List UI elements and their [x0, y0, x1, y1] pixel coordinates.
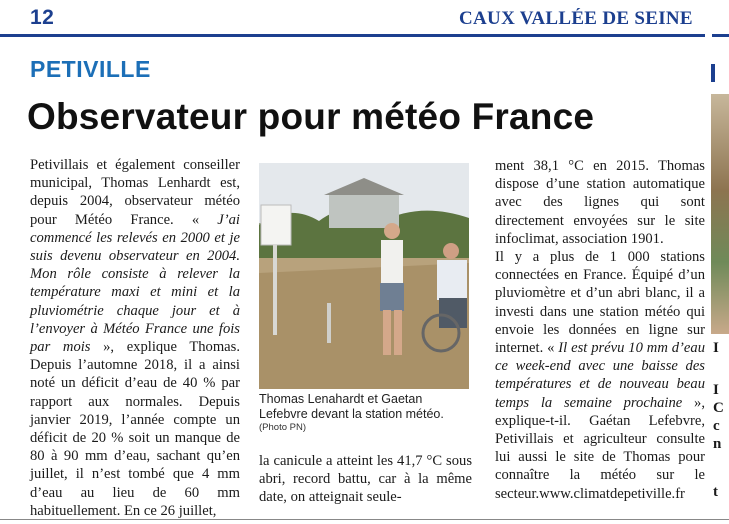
adjacent-photo	[711, 94, 729, 334]
text-run: Il y a plus de 1 000 stations connectées en France. Équipé d’un pluviomètre et d’un abri blanc, il a investi dans une station météo qui envoie les données en ligne sur internet. «	[495, 249, 705, 357]
quote-text: Il est prévu 10 mm d’eau ce week-end avec une baisse des températures et de nouveau beau temps la semaine prochaine	[495, 340, 705, 411]
strip-letter: C	[713, 400, 724, 416]
paragraph	[495, 248, 705, 503]
strip-marker	[711, 64, 715, 82]
page-number: 12	[30, 6, 55, 29]
article-kicker: PETIVILLE	[30, 56, 151, 82]
text-run: », explique Thomas. Depuis l’automne 2018, il a ainsi noté un déficit d’eau de 40 % par rapport aux normales. Depuis janvier 2019, l’année compte un déficit de 20 % soit un manque de 80 à 90 mm d’eau, sachant qu’en juillet, il n’est tombé que 4 mm d’eau au lieu de 60 mm habituellement. En ce 26 juillet,	[30, 339, 240, 519]
strip-letter: n	[713, 436, 722, 452]
quote-text: J’ai commencé les relevés en 2000 et je suis devenu observateur en 2004. Mon rôle consiste à relever la température maxi et mini et la pluviométrie chaque jour et à l’envoyer à Météo France une fois par mois	[30, 211, 240, 356]
strip-letter: c	[713, 418, 720, 434]
section-title: CAUX VALLÉE DE SEINE	[459, 8, 693, 29]
weather-station-photo	[259, 163, 469, 389]
paragraph	[30, 156, 240, 520]
header-divider	[0, 34, 705, 37]
caption-text: Thomas Lenahardt et Gaetan Lefebvre devant la station météo.	[259, 392, 444, 421]
text-run: », explique-t-il. Gaétan Lefebvre, Petivillais et agriculteur consulte lui aussi le site de Thomas pour connaître la météo sur le secteur.www.climatdepetiville.fr	[495, 394, 705, 502]
bottom-divider	[0, 519, 729, 520]
photo-illustration	[259, 163, 469, 389]
article-headline: Observateur pour météo France	[27, 96, 595, 137]
article-column-2	[259, 452, 472, 507]
paragraph: la canicule a atteint les 41,7 °C sous abri, record battu, car à la même date, on atteignait seule-	[259, 453, 472, 506]
strip-letter: t	[713, 484, 718, 500]
strip-letter: I	[713, 382, 719, 398]
text-run: Petivillais et également conseiller municipal, Thomas Lenhardt est, depuis 2004, observateur météo pour Météo France. «	[30, 157, 240, 228]
strip-letter: I	[713, 340, 719, 356]
adjacent-article-strip	[711, 64, 729, 524]
photo-credit: (Photo PN)	[259, 422, 306, 433]
photo-caption	[259, 392, 472, 436]
article-column-1	[30, 156, 240, 520]
paragraph: ment 38,1 °C en 2015. Thomas dispose d’une station automatique avec des lignes qui sont directement envoyées sur le site infoclimat, association 1901.	[495, 158, 705, 247]
header-divider-right	[712, 34, 729, 37]
article-column-3	[495, 157, 705, 503]
